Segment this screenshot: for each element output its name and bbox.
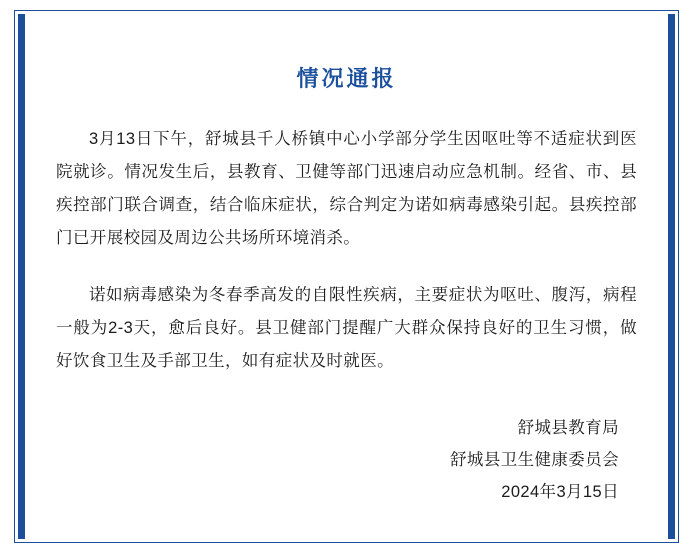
signature-block — [56, 412, 637, 509]
signature-date: 2024年3月15日 — [501, 483, 619, 502]
page-title: 情况通报 — [296, 66, 397, 91]
document-content — [34, 24, 659, 529]
decorative-left-bar — [18, 14, 25, 539]
body-paragraph-1: 3月13日下午，舒城县千人桥镇中心小学部分学生因呕吐等不适症状到医院就诊。情况发生后，县教育、卫健等部门迅速启动应急机制。经省、市、县疾控部门联合调查，结合临床症状，综合判定为诺如病毒感染引起。县疾控部门已开展校园及周边公共场所环境消杀。 — [56, 130, 637, 247]
body-paragraph-2: 诺如病毒感染为冬春季高发的自限性疾病，主要症状为呕吐、腹泻，病程一般为2-3天，愈后良好。县卫健部门提醒广大群众保持良好的卫生习惯，做好饮食卫生及手部卫生，如有症状及时就医。 — [56, 286, 637, 370]
signature-org-2: 舒城县卫生健康委员会 — [450, 451, 619, 470]
signature-org-1: 舒城县教育局 — [517, 419, 619, 437]
decorative-right-bar — [668, 14, 675, 539]
